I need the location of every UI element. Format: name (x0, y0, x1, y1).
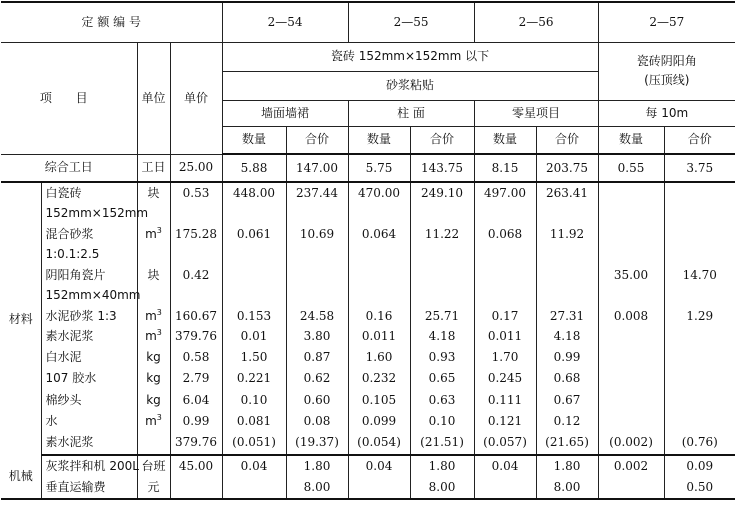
machinery-row (1, 477, 735, 499)
item-value (598, 346, 664, 368)
item-value (474, 204, 536, 223)
item-value: (19.37) (286, 431, 348, 455)
item-value (474, 245, 536, 264)
item-unit (137, 368, 170, 389)
item-value: 0.17 (474, 305, 536, 327)
item-value (536, 264, 598, 286)
item-value: 4.18 (536, 327, 598, 346)
labor-price: 25.00 (170, 154, 222, 182)
item-unit (137, 455, 170, 477)
item-name: 素水泥浆 (41, 327, 137, 346)
item-value (664, 286, 735, 305)
item-unit (137, 182, 170, 204)
material-row (1, 346, 735, 368)
item-value: 0.87 (286, 346, 348, 368)
labor-unit: 工日 (137, 154, 170, 182)
material-row (1, 286, 735, 305)
item-unit (137, 245, 170, 264)
material-row (1, 245, 735, 264)
item-value (348, 477, 410, 499)
item-value (474, 286, 536, 305)
item-value: 0.04 (222, 455, 286, 477)
material-row (1, 305, 735, 327)
item-name: 垂直运输费 (41, 477, 137, 499)
labor-value: 0.55 (598, 154, 664, 182)
item-value: 0.12 (536, 411, 598, 431)
unit-text: 块 (147, 267, 160, 282)
item-value: 1.60 (348, 346, 410, 368)
item-value (664, 204, 735, 223)
code-2-54: 2—54 (222, 2, 348, 42)
unit-text: 元 (147, 480, 160, 494)
item-price (170, 204, 222, 223)
material-row (1, 327, 735, 346)
item-value: 8.00 (286, 477, 348, 499)
item-unit (137, 327, 170, 346)
item-value: 470.00 (348, 182, 410, 204)
item-value: 0.064 (348, 223, 410, 245)
item-value: 0.105 (348, 389, 410, 411)
material-row (1, 431, 735, 455)
item-value: (0.057) (474, 431, 536, 455)
item-price: 0.99 (170, 411, 222, 431)
item-price: 0.42 (170, 264, 222, 286)
unit-text: m (145, 329, 157, 343)
item-value: 0.011 (474, 327, 536, 346)
item-value: 0.62 (286, 368, 348, 389)
item-name: 混合砂浆 (41, 223, 137, 245)
item-value (664, 368, 735, 389)
item-value: 237.44 (286, 182, 348, 204)
item-value: 0.221 (222, 368, 286, 389)
item-value: 0.099 (348, 411, 410, 431)
item-value: (0.054) (348, 431, 410, 455)
item-value: (21.51) (410, 431, 474, 455)
item-unit (137, 286, 170, 305)
item-unit (137, 346, 170, 368)
item-value (286, 286, 348, 305)
item-value (536, 286, 598, 305)
group-title: 瓷砖 152mm×152mm 以下 (222, 42, 598, 71)
total-header: 合价 (536, 126, 598, 154)
corner-title-line-1: 瓷砖阴阳角 (636, 54, 697, 68)
item-unit (137, 305, 170, 327)
item-value: 1.70 (474, 346, 536, 368)
item-name: 水泥砂浆 1:3 (41, 305, 137, 327)
unit-text: m (145, 226, 157, 241)
qty-header: 数量 (348, 126, 410, 154)
item-value (222, 286, 286, 305)
item-value: 0.04 (348, 455, 410, 477)
item-value: 0.061 (222, 223, 286, 245)
item-price: 0.53 (170, 182, 222, 204)
item-value (664, 245, 735, 264)
item-value: 0.09 (686, 459, 714, 473)
material-row (1, 368, 735, 389)
unit-text: 块 (147, 186, 160, 200)
item-value (664, 346, 735, 368)
qty-header: 数量 (222, 126, 286, 154)
item-name: 152mm×40mm (41, 286, 137, 305)
item-price (170, 286, 222, 305)
labor-row (1, 154, 735, 182)
item-value (598, 389, 664, 411)
item-value: 0.10 (410, 411, 474, 431)
item-value (598, 223, 664, 245)
item-name: 棉纱头 (41, 389, 137, 411)
item-value: (0.051) (222, 431, 286, 455)
item-value: 0.068 (474, 223, 536, 245)
item-price: 6.04 (170, 389, 222, 411)
item-value: 0.111 (474, 389, 536, 411)
item-name: 素水泥浆 (41, 431, 137, 455)
item-value (598, 204, 664, 223)
item-value: 10.69 (286, 223, 348, 245)
total-header: 合价 (664, 126, 735, 154)
item-value: 11.92 (536, 223, 598, 245)
item-value (664, 182, 735, 204)
item-value (474, 477, 536, 499)
unit-superscript: 3 (156, 225, 162, 235)
item-value: 1.80 (410, 455, 474, 477)
item-value: 27.31 (536, 305, 598, 327)
material-row (1, 264, 735, 286)
unit-text: kg (146, 349, 161, 364)
item-price: 175.28 (170, 223, 222, 245)
item-value (598, 245, 664, 264)
item-name: 白瓷砖 (41, 182, 137, 204)
labor-value: 147.00 (286, 154, 348, 182)
item-name: 阴阳角瓷片 (41, 264, 137, 286)
item-value (410, 204, 474, 223)
item-value: 1.80 (286, 455, 348, 477)
item-value: 0.08 (286, 411, 348, 431)
code-2-56: 2—56 (474, 2, 598, 42)
total-header: 合价 (286, 126, 348, 154)
item-value (598, 477, 664, 499)
item-value (286, 264, 348, 286)
item-value (474, 264, 536, 286)
item-value (410, 286, 474, 305)
item-value: 4.18 (410, 327, 474, 346)
item-value (348, 245, 410, 264)
item-value: (0.002) (598, 431, 664, 455)
code-2-57: 2—57 (598, 2, 735, 42)
item-value (536, 245, 598, 264)
item-value: 14.70 (682, 267, 717, 282)
item-unit (137, 389, 170, 411)
item-label: 项 目 (1, 42, 137, 154)
corner-title-line-2: (压顶线) (644, 73, 690, 87)
item-price: 160.67 (170, 305, 222, 327)
item-value (598, 368, 664, 389)
item-value (598, 182, 664, 204)
item-value: 0.60 (286, 389, 348, 411)
sub-item-per-10m: 每 10m (598, 100, 735, 126)
item-value (286, 245, 348, 264)
item-value: 0.002 (598, 455, 664, 477)
item-value: 0.245 (474, 368, 536, 389)
item-value: 497.00 (474, 182, 536, 204)
item-value (664, 389, 735, 411)
labor-value: 3.75 (664, 154, 735, 182)
item-value: 35.00 (598, 264, 664, 286)
method-label: 砂浆粘贴 (222, 71, 598, 100)
labor-value: 203.75 (536, 154, 598, 182)
material-row (1, 204, 735, 223)
quota-code-label: 定 额 编 号 (1, 2, 222, 42)
qty-header: 数量 (474, 126, 536, 154)
labor-value: 8.15 (474, 154, 536, 182)
item-price (170, 477, 222, 499)
item-value: (0.76) (664, 431, 735, 455)
item-value: 0.081 (222, 411, 286, 431)
item-value: 0.232 (348, 368, 410, 389)
item-value: 0.63 (410, 389, 474, 411)
item-unit (137, 264, 170, 286)
item-value: 8.00 (536, 477, 598, 499)
item-value: 25.71 (410, 305, 474, 327)
item-price: 0.58 (170, 346, 222, 368)
item-value: 0.16 (348, 305, 410, 327)
code-2-55: 2—55 (348, 2, 474, 42)
machinery-label: 机械 (1, 455, 41, 499)
item-price: 379.76 (170, 431, 222, 455)
item-value (410, 264, 474, 286)
item-price (170, 245, 222, 264)
item-value: 11.22 (410, 223, 474, 245)
labor-value: 143.75 (410, 154, 474, 182)
item-value: 0.011 (348, 327, 410, 346)
quota-table (1, 1, 735, 500)
item-unit (137, 411, 170, 431)
item-value (222, 264, 286, 286)
item-value: 0.01 (222, 327, 286, 346)
total-header: 合价 (410, 126, 474, 154)
item-price: 379.76 (170, 327, 222, 346)
materials-section (1, 182, 735, 455)
item-value: 1.29 (686, 308, 714, 323)
item-value: 0.008 (598, 305, 664, 327)
item-value: 448.00 (222, 182, 286, 204)
item-value: 0.50 (686, 480, 714, 494)
item-value (664, 223, 735, 245)
item-value (598, 286, 664, 305)
item-unit (137, 431, 170, 455)
item-value (410, 245, 474, 264)
item-value (598, 411, 664, 431)
item-name: 白水泥 (41, 346, 137, 368)
material-row (1, 223, 735, 245)
item-name: 灰浆拌和机 200L (41, 455, 137, 477)
item-value: 0.67 (536, 389, 598, 411)
machinery-row (1, 455, 735, 477)
unit-superscript: 3 (156, 328, 162, 337)
material-row (1, 182, 735, 204)
material-row (1, 389, 735, 411)
item-value: (21.65) (536, 431, 598, 455)
item-value: 263.41 (536, 182, 598, 204)
item-value: 1.80 (536, 455, 598, 477)
unit-text: m (145, 413, 157, 428)
sub-item-misc: 零星项目 (474, 100, 598, 126)
unit-text: 台班 (141, 459, 166, 473)
sub-item-column: 柱 面 (348, 100, 474, 126)
item-value (222, 245, 286, 264)
item-value: 0.121 (474, 411, 536, 431)
item-value: 0.99 (536, 346, 598, 368)
item-value (348, 204, 410, 223)
labor-value: 5.88 (222, 154, 286, 182)
item-value: 0.65 (410, 368, 474, 389)
item-value: 0.10 (222, 389, 286, 411)
item-name: 1:0.1:2.5 (41, 245, 137, 264)
material-row (1, 411, 735, 431)
item-value (348, 264, 410, 286)
item-value (222, 477, 286, 499)
sub-item-wall: 墙面墙裙 (222, 100, 348, 126)
labor-name: 综合工日 (1, 154, 137, 182)
item-value (598, 327, 664, 346)
item-value (348, 286, 410, 305)
item-name: 107 胶水 (41, 368, 137, 389)
item-value: 8.00 (410, 477, 474, 499)
item-value: 3.80 (286, 327, 348, 346)
item-value: 249.10 (410, 182, 474, 204)
unit-label: 单位 (137, 42, 170, 154)
item-unit (137, 223, 170, 245)
item-value: 0.68 (536, 368, 598, 389)
item-value (222, 204, 286, 223)
item-value: 1.50 (222, 346, 286, 368)
unit-text: m (145, 308, 157, 323)
machinery-section (1, 455, 735, 499)
item-value: 24.58 (286, 305, 348, 327)
unit-superscript: 3 (156, 412, 162, 422)
item-price: 2.79 (170, 368, 222, 389)
item-name: 水 (41, 411, 137, 431)
item-value: 0.153 (222, 305, 286, 327)
item-value (536, 204, 598, 223)
item-unit (137, 477, 170, 499)
item-value (664, 411, 735, 431)
corner-title (598, 42, 735, 100)
price-label: 单价 (170, 42, 222, 154)
item-name: 152mm×152mm (41, 204, 137, 223)
item-price: 45.00 (170, 455, 222, 477)
qty-header: 数量 (598, 126, 664, 154)
item-value (286, 204, 348, 223)
item-value (664, 327, 735, 346)
labor-value: 5.75 (348, 154, 410, 182)
unit-text: kg (146, 392, 161, 407)
materials-label: 材料 (1, 182, 41, 455)
item-value: 0.04 (474, 455, 536, 477)
unit-text: kg (146, 371, 161, 385)
item-value: 0.93 (410, 346, 474, 368)
unit-superscript: 3 (156, 307, 162, 317)
